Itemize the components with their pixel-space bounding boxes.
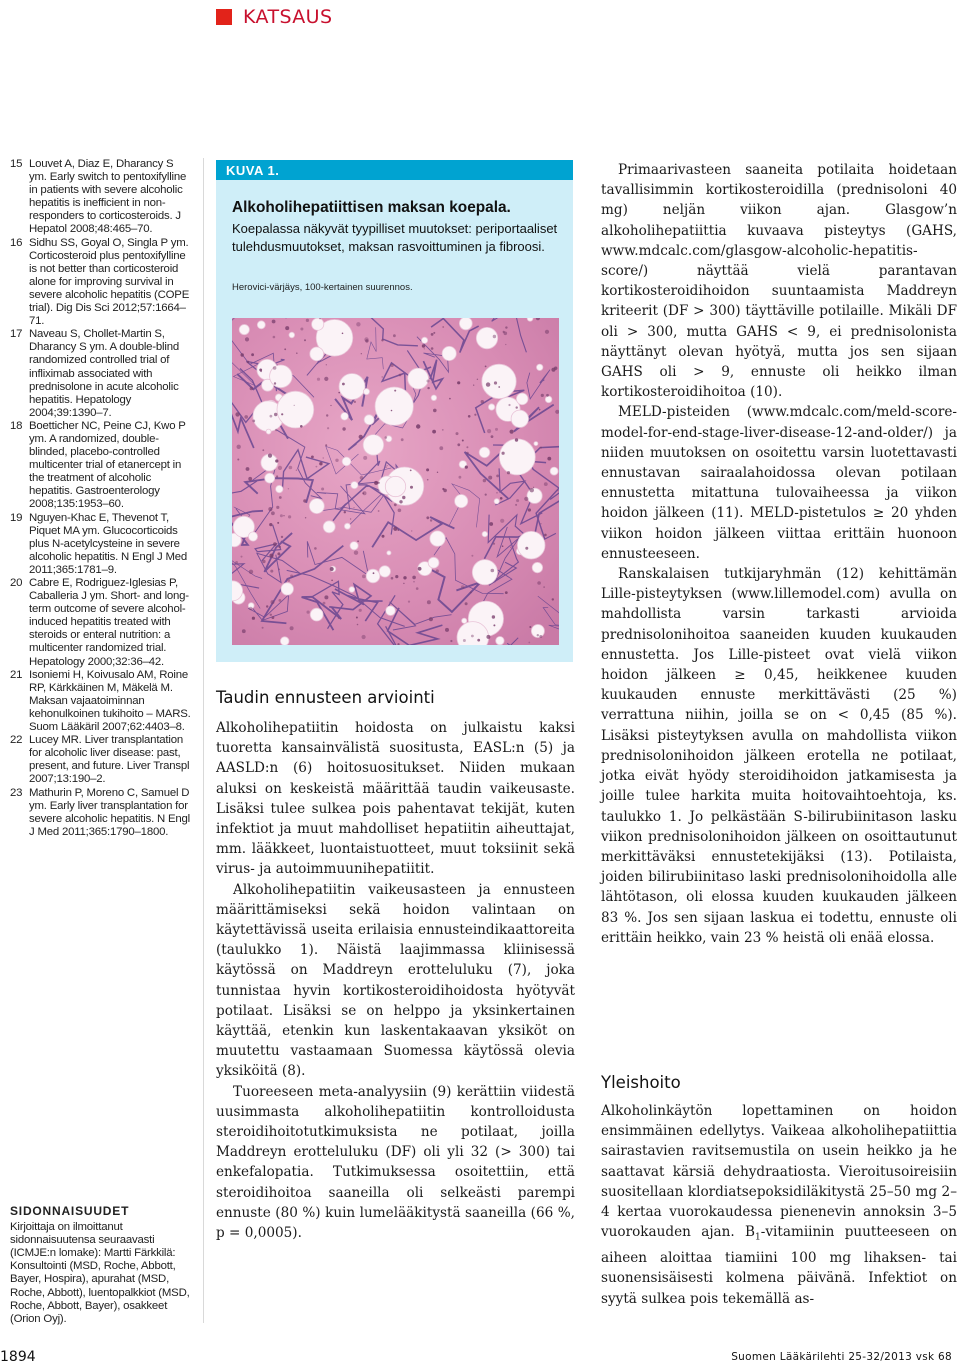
general-care-text (601, 1101, 957, 1309)
prognosis-text (216, 718, 575, 1243)
figure-caption: Koepalassa näkyvät tyypilliset muutokset: periportaaliset tulehdusmuutokset, maksan rasvoittuminen ja fibroosi. (232, 221, 558, 254)
section-title: KATSAUS (243, 6, 333, 28)
paragraph: Alkoholihepatiitin vaikeusasteen ja ennusteen määrittämiseksi sekä hoidon valintaan on käytettävissä useita erilaisia ennusteindikaattoreita (taulukko 1). Näistä laajimmassa kliinisessä käytössä on Maddreyn erotteluluku (7), joka tunnistaa hyvin kortikosteroidihoidosta hyötyvät potilaat. Lisäksi se on helppo ja yksinkertainen käyttää, etenkin kun laskentakaavan yksiköt on muutettu vastaamaan Suomessa käytössä olevia yksiköitä (8). (216, 881, 575, 1080)
prognosis-heading: Taudin ennusteen arviointi (216, 688, 435, 707)
reference-item: 16 Sidhu SS, Goyal O, Singla P ym. Corticosteroid plus pentoxifylline is not better than corticosteroid alone for improving survival in severe alcoholic hepatitis (COPE trial). Dig Dis Sci 2012;57:1664–71. (10, 236, 190, 328)
reference-item: 21 Isoniemi H, Koivusalo AM, Roine RP, Kärkkäinen M, Mäkelä M. Maksan vajaatoiminnan kehonulkoinen tukihoito – MARS. Suom Lääkäril 2007;62:4403–8. (10, 668, 191, 734)
liver-biopsy-image (232, 318, 559, 645)
reference-item: 22 Lucey MR. Liver transplantation for alcoholic liver disease: past, present, and future. Liver Transpl 2007;13:190–2. (10, 734, 190, 786)
paragraph: Alkoholinkäytön lopettaminen on hoidon ensimmäinen edellytys. Vaikeaa alkoholihepatiittia sairastavien ravitsemustila on usein heikko ja he saattavat kärsiä dehydraatiosta. Vieroitusoireisiin suositellaan klordiatsepoksidiläkitystä 25–50 mg 2–4 kertaa vuorokaudessa pienenevin annoksin 3–5 vuorokauden ajan. $B_1$-vitamiinin puutteeseen on aiheen aloittaa tiamiini 100 mg lihaksen- tai suonensisäisesti kolmena päivänä. Infektiot on syytä sulkea pois tekemällä as- (601, 1103, 957, 1307)
paragraph: Alkoholihepatiitin hoidosta on julkaistu kaksi tuoretta kansainvälistä suositusta, EASL:n (5) ja AASLD:n (6) hoitosuositukset. Niiden mukaan aluksi on keskeistä määrittää taudin vaikeusaste. Lisäksi tulee sulkea pois pahentavat tekijät, kuten infektiot ja muut mahdolliset hepatiitin aiheuttajat, mm. lääkkeet, luontaistuotteet, muut toksiinit sekä virus- ja autoimmuunihepatiitit. (216, 720, 575, 878)
paragraph: Tuoreeseen meta-analyysiin (9) kerättiin viidestä uusimmasta alkoholihepatiitin kontrolloidusta steroidihoitotutkimuksista ne potilaat, joilla Maddreyn erotteluluku (DF) oli yli 32 (> 300) tai enkefalopatia. Tutkimuksessa osoitettiin, että steroidihoitoa saaneilla oli selkeästi parempi ennuste (80 %) kuin lumelääkitystä saaneilla (66 %, p = 0,0005). (216, 1083, 575, 1242)
paragraph: Ranskalaisen tutkijaryhmän (12) kehittämän Lille-pisteytyksen (www.lillemodel.com) avulla on mahdollista varsin tarkasti arvioida prednisolonihoitoa saaneiden kuuden kuukauden ennustetta. Jos Lille-pisteet ovat vielä viikon hoidon jälkeen ≥ 0,45, heikkenee kuuden kuukauden ennuste merkittävästi (25 %) verrattuna niihin, joilla se on < 0,45 (85 %). Lisäksi pisteytyksen avulla on mahdollista viikon prednisolonihoidon jälkeen erotella ne potilaat, jotka eivät hyödy steroidihoidon jatkamisesta ja joille tulee harkita muita hoitovaihtoehtoja, ks. taulukko 1. Jo pelkästään S-bilirubiinitason lasku viikon prednisolonihoidon jälkeen on osoittautunut merkittäväksi ennustetekijäksi (13). Potilaista, joiden bilirubiinitaso laski prednisolonihoidolla alle lähtötason, oli elossa kuuden kuukauden jälkeen 83 %. Jos sen sijaan laskua ei todettu, ennuste oli erittäin heikko, vain 23 % heistä oli enää elossa. (601, 566, 957, 946)
figure-label: KUVA 1. (216, 160, 573, 180)
disclosure-text: Kirjoittaja on ilmoittanut sidonnaisuutensa seuraavasti (ICMJE:n lomake): Martti Färkkilä: Konsultointi (MSD, Roche, Abbott, Bayer, Hospira), apurahat (MSD, Roche, Abbott), luentopalkkiot (MSD, Roche, Abbott, Bayer), osakkeet (Orion Oyj). (10, 1221, 190, 1325)
right-column-text (601, 160, 957, 948)
paragraph: Primaarivasteen saaneita potilaita hoidetaan tavallisimmin kortikosteroidilla (prednisoloni 40 mg) neljän viikon ajan. Glasgow’n alkoholihepatiittia kuvaava pisteytys (GAHS, www.mdcalc.com/glasgow-alcoholic-hepatitis-score/) näyttää vielä parantavan kortikosteroidihoidon suuntaamista Maddreyn kriteerit (DF > 300) täyttäville potilaille. Mikäli DF oli > 300, mutta GAHS < 9, ei prednisolonista näyttänyt olevan hyötyä, mutta jos sen sijaan GAHS oli > 9, ennuste oli heikko ilman kortikosteroidihoitoa (10). (601, 162, 957, 401)
reference-item: 17 Naveau S, Chollet-Martin S, Dharancy S ym. A double-blind randomized controlled trial of infliximab associated with prednisolone in acute alcoholic hepatitis. Hepatology 2004;39:1390–7. (10, 328, 179, 419)
reference-item: 18 Boetticher NC, Peine CJ, Kwo P ym. A randomized, double-blinded, placebo-controlled multicenter trial of etanercept in the treatment of alcoholic hepatitis. Gastroenterology 2008;135:1953–60. (10, 419, 186, 511)
column-divider (203, 158, 204, 1323)
paragraph: MELD-pisteiden (www.mdcalc.com/meld-score-model-for-end-stage-liver-disease-12-and-older/) ja niiden muutoksen on osoitettu varsin luotettavasti ennustavan sairaalahoidossa olevan potilaan ennustetta mitattuna tulovaiheessa ja viikon hoidon jälkeen (11). MELD-pistetulos ≥ 20 yhden viikon hoidon jälkeen viittaa erittäin huonoon ennusteeseen. (601, 404, 957, 562)
reference-item: 20 Cabre E, Rodriguez-Iglesias P, Caballeria J ym. Short- and long-term outcome of severe alcohol-induced hepatitis treated with steroids or enteral nutrition: a multicenter randomized trial. Hepatology 2000;32:36–42. (10, 577, 189, 668)
journal-footer: Suomen Lääkärilehti 25-32/2013 vsk 68 (731, 1351, 952, 1363)
figure-stain-note: Herovici-värjäys, 100-kertainen suurennos. (232, 282, 413, 293)
figure-title: Alkoholihepatiittisen maksan koepala. (232, 199, 511, 216)
general-care-heading: Yleishoito (601, 1073, 681, 1092)
disclosure-heading: SIDONNAISUUDET (10, 1204, 130, 1218)
reference-item: 23 Mathurin P, Moreno C, Samuel D ym. Early liver transplantation for severe alcoholic hepatitis. N Engl J Med 2011;365:1790–1800. (10, 786, 190, 838)
section-marker (216, 9, 232, 25)
disclosure-box (10, 1205, 193, 1326)
reference-item: 19 Nguyen-Khac E, Thevenot T, Piquet MA ym. Glucocorticoids plus N-acetylcysteine in severe alcoholic hepatitis. N Engl J Med 2011;365:1781–9. (10, 511, 188, 576)
section-header (216, 6, 332, 28)
reference-item: 15 Louvet A, Diaz E, Dharancy S ym. Early switch to pentoxifylline in patients with severe alcoholic hepatitis is inefficient in non-responders to corticosteroids. J Hepatol 2008;48:465–70. (10, 158, 187, 236)
page-number: 1894 (0, 1349, 36, 1365)
reference-list (10, 158, 193, 839)
